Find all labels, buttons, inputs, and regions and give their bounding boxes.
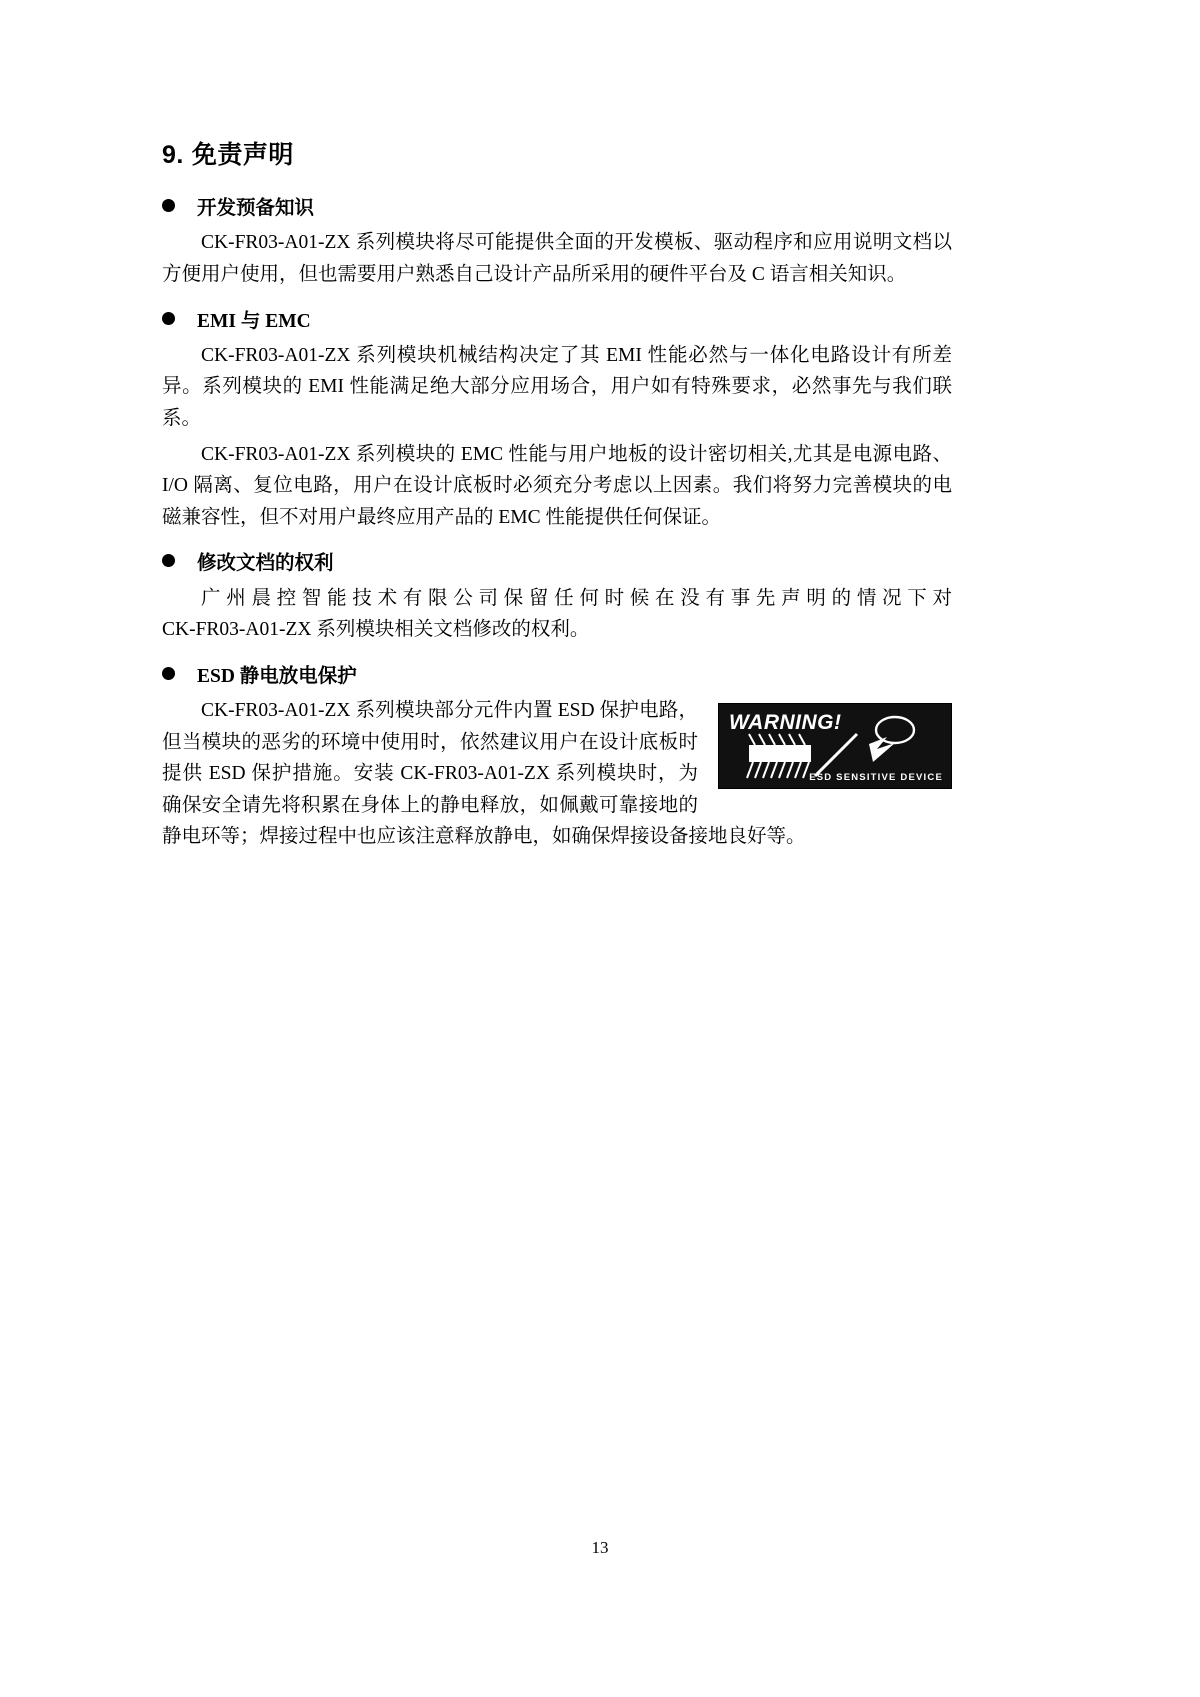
- page-footer: [0, 1538, 1200, 1558]
- bullet-heading-row: [162, 551, 952, 576]
- section-title: 免责声明: [191, 141, 294, 169]
- subsection-heading: 开发预备知识: [197, 198, 315, 219]
- bullet-dot-icon: [162, 667, 175, 680]
- paragraph: CK-FR03-A01-ZX 系列模块的 EMC 性能与用户地板的设计密切相关,尤其是电源电路、I/O 隔离、复位电路，用户在设计底板时必须充分考虑以上因素。我们将努力完善模块的电磁兼容性，但不对用户最终应用产品的 EMC 性能提供任何保证。: [162, 443, 952, 528]
- page-title: [162, 140, 952, 170]
- paragraph: CK-FR03-A01-ZX 系列模块机械结构决定了其 EMI 性能必然与一体化电路设计有所差异。系列模块的 EMI 性能满足绝大部分应用场合，用户如有特殊要求，必然事先与我们联系。: [162, 344, 952, 429]
- esd-sensitive-label: ESD SENSITIVE DEVICE: [809, 772, 943, 784]
- paragraph: CK-FR03-A01-ZX 系列模块将尽可能提供全面的开发模板、驱动程序和应用说明文档以方便用户使用，但也需要用户熟悉自己设计产品所采用的硬件平台及 C 语言相关知识。: [162, 232, 952, 285]
- subsection-heading: ESD 静电放电保护: [197, 665, 357, 687]
- bullet-heading-row: [162, 664, 952, 689]
- esd-warning-image: [718, 703, 952, 789]
- section-block-emi-emc: [162, 309, 952, 534]
- section-block-esd-protection: [162, 664, 952, 857]
- bullet-dot-icon: [162, 554, 175, 567]
- warning-label: WARNING!: [729, 711, 842, 735]
- subsection-heading: EMI 与 EMC: [197, 310, 311, 332]
- bullet-heading-row: [162, 309, 952, 334]
- section-block-document-revision-rights: [162, 551, 952, 646]
- page-content: [162, 140, 952, 857]
- bullet-dot-icon: [162, 199, 175, 212]
- bullet-heading-row: [162, 196, 952, 221]
- section-block-development-prerequisites: [162, 196, 952, 291]
- section-number: 9.: [162, 141, 184, 169]
- subsection-heading: 修改文档的权利: [197, 553, 334, 575]
- paragraph: CK-FR03-A01-ZX 系列模块部分元件内置 ESD 保护电路，但当模块的恶劣的环境中使用时，依然建议用户在设计底板时提供 ESD 保护措施。安装 CK-FR03-A01-ZX 系列模块时，为确保安全请先将积累在身体上的静电释放，如佩戴可靠接地的静电环等；焊接过程中也应该注意释放静电，如确保焊接设备接地良好等。: [162, 700, 806, 848]
- paragraph: 广 州 晨 控 智 能 技 术 有 限 公 司 保 留 任 何 时 候 在 没 有 事 先 声 明 的 情 况 下 对 CK-FR03-A01-ZX 系列模块相关文档修改的权利。: [162, 587, 952, 641]
- bullet-dot-icon: [162, 312, 175, 325]
- page-number: 13: [591, 1538, 609, 1557]
